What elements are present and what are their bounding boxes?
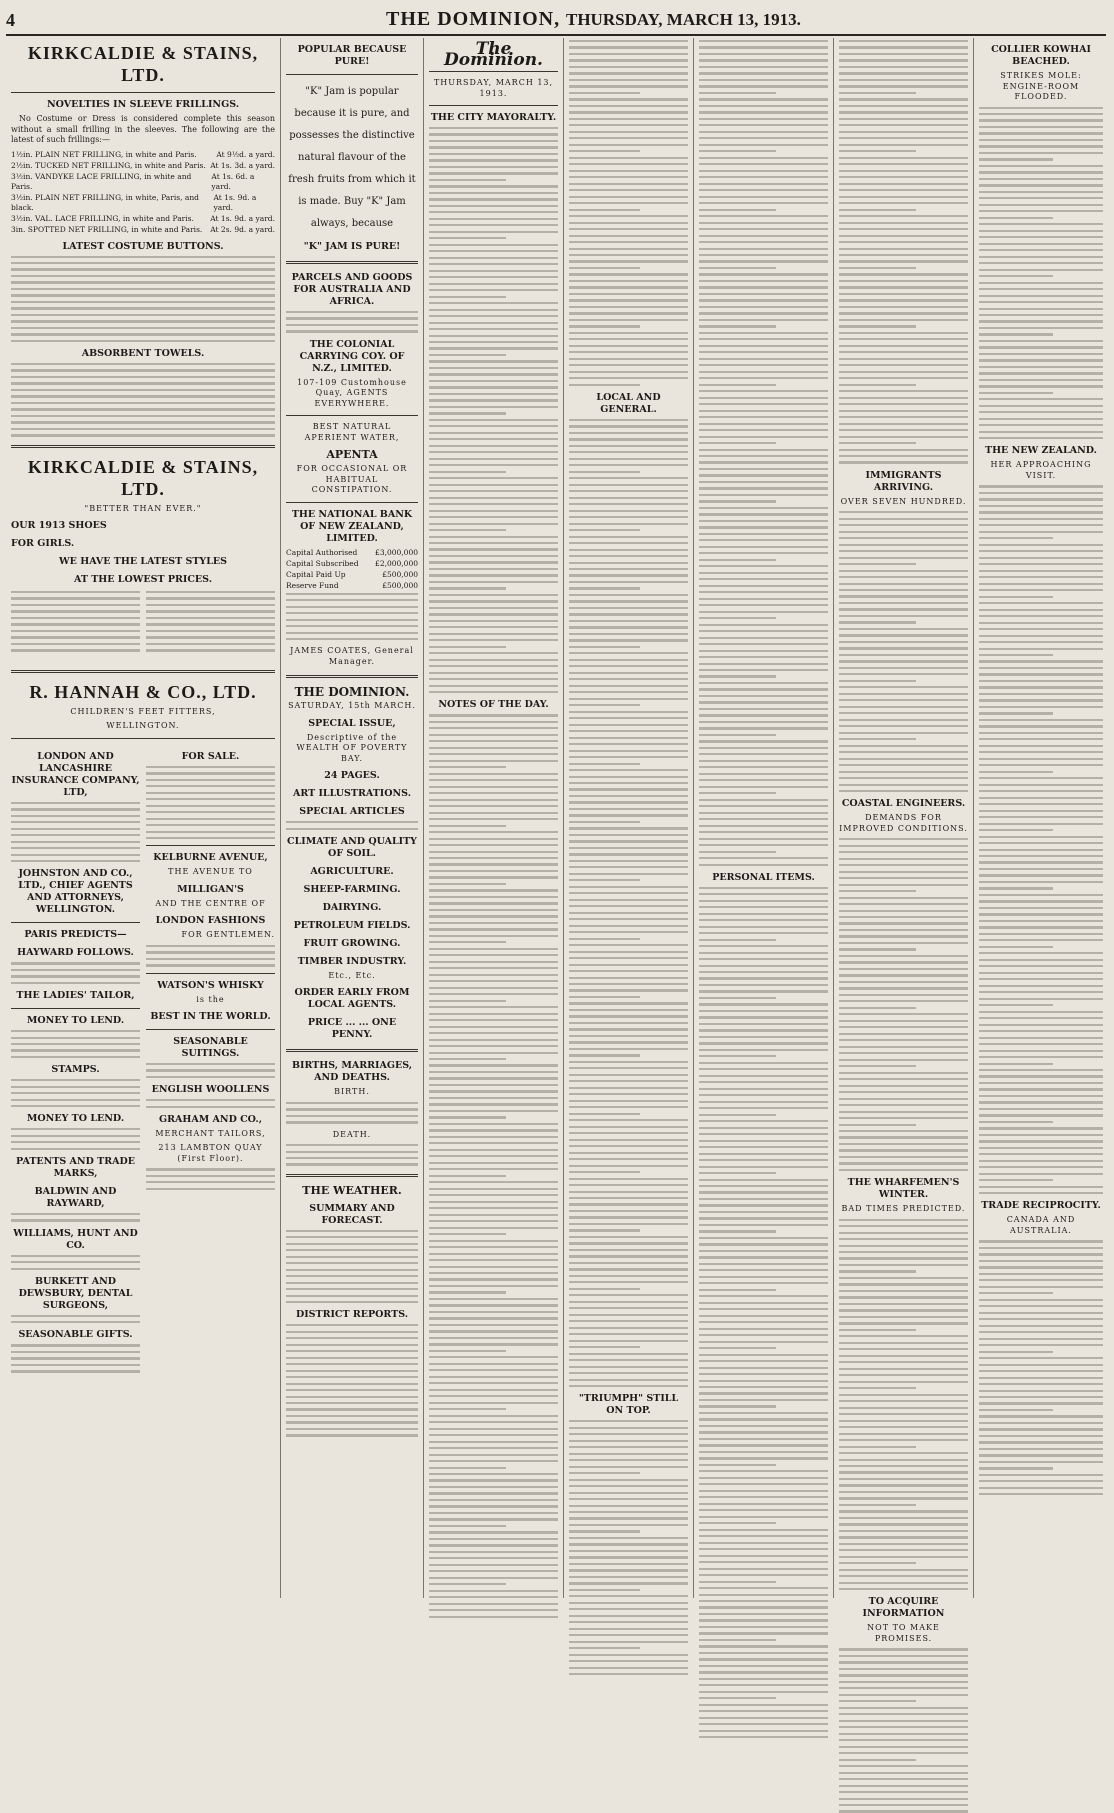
hayward-follows: HAYWARD FOLLOWS. [17,947,134,959]
apenta-for: FOR OCCASIONAL OR HABITUAL CONSTIPATION. [296,464,408,495]
column-news [834,38,974,1643]
colonial-carrying: THE COLONIAL CARRYING COY. OF N.Z., LIMITED. [299,338,405,374]
column-editorial [424,38,564,1598]
apenta-intro: BEST NATURAL APERIENT WATER, [304,422,400,442]
seasonable-suitings: SEASONABLE SUITINGS. [173,1036,248,1059]
coastal-sub: DEMANDS FOR IMPROVED CONDITIONS. [839,813,968,833]
bank-title: THE NATIONAL BANK OF NEW ZEALAND, LIMITED. [291,508,413,544]
agriculture: AGRICULTURE. [310,865,394,877]
price-one-penny: PRICE ... ... ONE PENNY. [307,1017,397,1041]
paris-predicts: PARIS PREDICTS— [24,929,127,941]
for-gentlemen: FOR GENTLEMEN. [181,930,275,940]
strikes-mole: STRIKES MOLE: ENGINE-ROOM FLOODED. [1000,71,1082,101]
insurance-agents: JOHNSTON AND CO., LTD., CHIEF AGENTS AND ATTORNEYS, WELLINGTON. [18,868,133,916]
table-row: Capital Paid Up £500,000 [286,569,418,579]
approaching-visit: HER APPROACHING VISIT. [990,460,1092,480]
trade-reciprocity: TRADE RECIPROCITY. [981,1200,1101,1212]
coastal-engineers: COASTAL ENGINEERS. [841,798,966,810]
for-sale: FOR SALE. [181,750,240,762]
wharfemens-winter: THE WHARFEMEN'S WINTER. [847,1177,960,1201]
weather-heading: THE WEATHER. [302,1183,402,1197]
towels-heading: ABSORBENT TOWELS. [81,347,205,359]
kelburne-avenue: KELBURNE AVENUE, [153,852,268,864]
local-and-general: LOCAL AND GENERAL. [596,391,661,415]
better-than-ever: "BETTER THAN EVER." [84,503,202,513]
insurance-title: LONDON AND LANCASHIRE INSURANCE COMPANY, LTD, [11,750,140,798]
issue-date: THURSDAY, MARCH 13, 1913. [566,10,801,29]
merchant-tailors: MERCHANT TAILORS, [155,1128,266,1138]
capital-table [286,548,418,591]
list-item: 3½in. VAL. LACE FRILLING, in white and Paris. At 1s. 9d. a yard. [11,213,275,223]
hannah-subtitle: CHILDREN'S FEET FITTERS, [70,706,216,716]
k-jam-ad: "K" Jam is popular because it is pure, and possesses the distinctive natural flavour of the fresh fruits from which it is made. Buy "K" Jam always, because [288,86,416,229]
column-local-general [564,38,694,1598]
graham-and-co: GRAHAM AND CO., [158,1113,263,1125]
dominion-ad-title: THE DOMINION. [294,685,410,700]
wealth-poverty-bay: Descriptive of the WEALTH OF POVERTY BAY. [296,732,408,763]
lowest-prices: AT THE LOWEST PRICES. [73,574,213,585]
novelties-heading: NOVELTIES IN SLEEVE FRILLINGS. [46,99,240,110]
over-seven-hundred: OVER SEVEN HUNDRED. [840,496,967,506]
shoes-line-2: FOR GIRLS. [11,538,75,549]
patents-heading: PATENTS AND TRADE MARKS, [16,1155,135,1179]
baldwin-rayward: BALDWIN AND RAYWARD, [34,1185,117,1209]
order-early: ORDER EARLY FROM LOCAL AGENTS. [294,987,410,1011]
triumph-still-on-top: "TRIUMPH" STILL ON TOP. [578,1393,679,1417]
fruit-growing: FRUIT GROWING. [303,937,401,949]
not-to-make-promises: NOT TO MAKE PROMISES. [867,1623,940,1643]
shoes-line-1: OUR 1913 SHOES [11,520,107,531]
money-to-lend: MONEY TO LEND. [26,1015,125,1027]
list-item: 2½in. TUCKED NET FRILLING, in white and Paris. At 1s. 3d. a yard. [11,160,275,170]
to-acquire-information: TO ACQUIRE INFORMATION [862,1596,945,1620]
milligans: MILLIGAN'S [177,883,244,895]
buttons-heading: LATEST COSTUME BUTTONS. [62,240,224,252]
english-woollens: ENGLISH WOOLLENS [151,1084,270,1096]
petroleum: PETROLEUM FIELDS. [293,919,411,931]
ladies-tailor: THE LADIES' TAILOR, [16,990,135,1002]
personal-items: PERSONAL ITEMS. [712,871,815,883]
apenta: APENTA [326,448,378,462]
etc: Etc., Etc. [328,970,376,980]
dominion-masthead: The Dominion. [444,39,543,70]
list-item: 1½in. PLAIN NET FRILLING, in white and Paris. At 9½d. a yard. [11,149,275,159]
column-advertisements-left [6,38,281,1598]
stamps-heading: STAMPS. [51,1064,100,1076]
watsons-whisky: WATSON'S WHISKY [157,979,264,991]
popular-because-pure: POPULAR BECAUSE PURE! [297,44,407,67]
special-articles: SPECIAL ARTICLES [299,806,405,818]
latest-styles: WE HAVE THE LATEST STYLES [59,556,227,567]
death-label: DEATH. [332,1129,372,1139]
avenue-to: THE AVENUE TO [168,867,253,877]
k-jam-pure: "K" JAM IS PURE! [303,241,401,252]
list-item: 3½in. PLAIN NET FRILLING, in white, Paris, and black. At 1s. 9d. a yard. [11,192,257,212]
pages-24: 24 PAGES. [324,770,380,782]
district-reports: DISTRICT REPORTS. [295,1309,409,1321]
seasonable-gifts: SEASONABLE GIFTS. [18,1329,133,1341]
immigrants-arriving: IMMIGRANTS ARRIVING. [865,469,942,493]
parcels-title: PARCELS AND GOODS FOR AUSTRALIA AND AFRICA. [291,272,413,307]
birth-label: BIRTH. [334,1087,370,1097]
kirkcaldie-title: KIRKCALDIE & STAINS, LTD. [27,43,259,85]
weather-sub: SUMMARY AND FORECAST. [309,1202,395,1226]
centre-of: AND THE CENTRE OF [155,898,266,908]
art-illustrations: ART ILLUSTRATIONS. [292,788,412,800]
bank-manager: JAMES COATES, General Manager. [290,646,414,666]
canada-australia: CANADA AND AUSTRALIA. [1006,1215,1076,1235]
dominion-date: THURSDAY, MARCH 13, 1913. [433,78,554,98]
sheep-farming: SHEEP-FARMING. [303,883,401,895]
list-item: 3½in. VANDYKE LACE FRILLING, in white and Paris. At 1s. 6d. a yard. [11,171,255,191]
money-to-lend-2: MONEY TO LEND. [26,1113,125,1125]
climate: CLIMATE AND QUALITY OF SOIL. [287,835,417,859]
newspaper-title: THE DOMINION, [386,8,561,30]
table-row: Capital Subscribed £2,000,000 [286,558,418,568]
burkett-dewsbury: BURKETT AND DEWSBURY, DENTAL SURGEONS, [18,1275,133,1311]
column-personal [694,38,834,1598]
novelties-intro: No Costume or Dress is considered complete this season without a small frilling in the sleeves. The following are the latest of such frillings:— [11,114,275,144]
timber-industry: TIMBER INDUSTRY. [297,955,407,967]
best-in-world: BEST IN THE WORLD. [150,1011,271,1022]
bad-times: BAD TIMES PREDICTED. [841,1204,966,1214]
the-new-zealand: THE NEW ZEALAND. [985,445,1097,457]
table-row: Reserve Fund £500,000 [286,580,418,590]
page-number: 4 [6,10,15,30]
is-the: is the [196,994,225,1004]
customhouse-quay: 107-109 Customhouse Quay, AGENTS EVERYWHERE. [297,377,407,408]
column-cables [974,38,1108,1598]
list-item: 3in. SPOTTED NET FRILLING, in white and Paris. At 2s. 9d. a yard. [11,224,275,234]
hannah-city: WELLINGTON. [106,721,180,731]
table-row: Capital Authorised £3,000,000 [286,547,418,557]
saturday: SATURDAY, 15th MARCH. [288,701,416,711]
dairying: DAIRYING. [322,901,382,913]
column-advertisements-middle [281,38,424,1598]
notes-of-the-day: NOTES OF THE DAY. [438,699,549,711]
williams-hunt: WILLIAMS, HUNT AND CO. [13,1227,138,1251]
city-mayoralty: THE CITY MAYORALTY. [430,112,557,123]
london-fashions: LONDON FASHIONS [155,915,266,927]
shoes-title: KIRKCALDIE & STAINS, LTD. [27,456,259,499]
collier-kowhai: COLLIER KOWHAI BEACHED. [991,44,1091,67]
masthead [6,8,1106,36]
frillings-list [11,150,275,235]
births-heading: BIRTHS, MARRIAGES, AND DEATHS. [291,1060,413,1084]
lambton-quay: 213 LAMBTON QUAY (First Floor). [158,1143,263,1163]
hannah-title: R. HANNAH & CO., LTD. [29,681,257,702]
special-issue: SPECIAL ISSUE, [308,717,396,729]
